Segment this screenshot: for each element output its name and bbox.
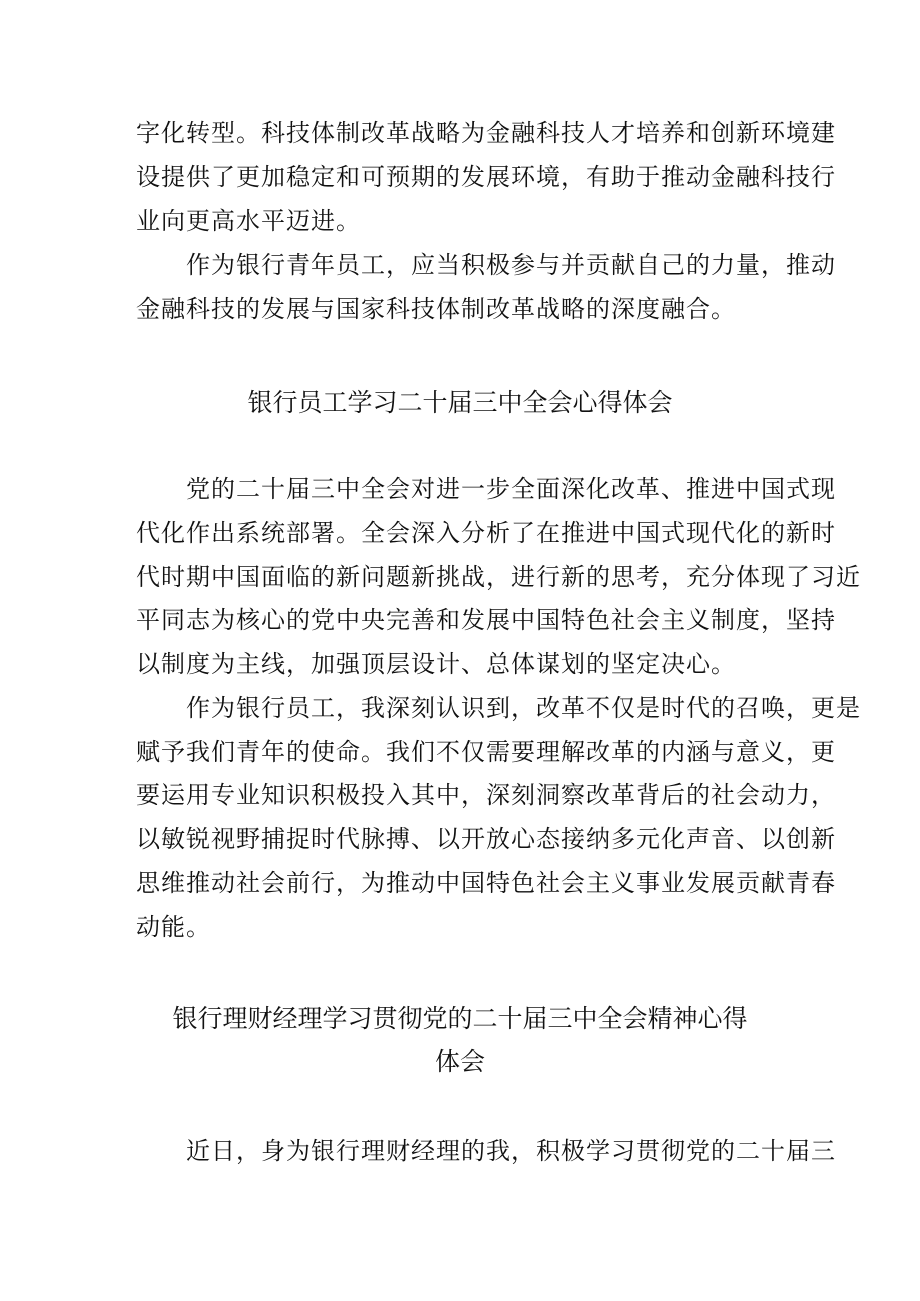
paragraph-line: 要运用专业知识积极投入其中，深刻洞察改革背后的社会动力， — [136, 781, 836, 809]
paragraph-line: 作为银行青年员工，应当积极参与并贡献自己的力量，推动 — [186, 251, 836, 279]
paragraph-line: 以制度为主线，加强顶层设计、总体谋划的坚定决心。 — [136, 650, 736, 678]
paragraph-line: 赋予我们青年的使命。我们不仅需要理解改革的内涵与意义，更 — [136, 738, 836, 766]
paragraph-line: 业向更高水平迈进。 — [136, 207, 361, 235]
paragraph-line: 近日，身为银行理财经理的我，积极学习贯彻党的二十届三 — [186, 1137, 836, 1165]
paragraph-line: 思维推动社会前行，为推动中国特色社会主义事业发展贡献青春 — [136, 869, 836, 897]
paragraph-line: 代时期中国面临的新问题新挑战，进行新的思考，充分体现了习近 — [136, 563, 861, 591]
paragraph-line: 金融科技的发展与国家科技体制改革战略的深度融合。 — [136, 295, 736, 323]
paragraph-line: 党的二十届三中全会对进一步全面深化改革、推进中国式现 — [186, 475, 836, 503]
section-heading: 银行理财经理学习贯彻党的二十届三中全会精神心得 — [172, 1004, 748, 1033]
paragraph-line: 平同志为核心的党中央完善和发展中国特色社会主义制度，坚持 — [136, 606, 836, 634]
paragraph-line: 设提供了更加稳定和可预期的发展环境，有助于推动金融科技行 — [136, 163, 836, 191]
paragraph-line: 字化转型。科技体制改革战略为金融科技人才培养和创新环境建 — [136, 119, 836, 147]
section-heading-continuation: 体会 — [434, 1047, 485, 1076]
section-heading: 银行员工学习二十届三中全会心得体会 — [247, 388, 673, 417]
paragraph-line: 代化作出系统部署。全会深入分析了在推进中国式现代化的新时 — [136, 519, 836, 547]
paragraph-line: 动能。 — [136, 913, 211, 941]
paragraph-line: 以敏锐视野捕捉时代脉搏、以开放心态接纳多元化声音、以创新 — [136, 825, 836, 853]
paragraph-line: 作为银行员工，我深刻认识到，改革不仅是时代的召唤，更是 — [186, 694, 861, 722]
